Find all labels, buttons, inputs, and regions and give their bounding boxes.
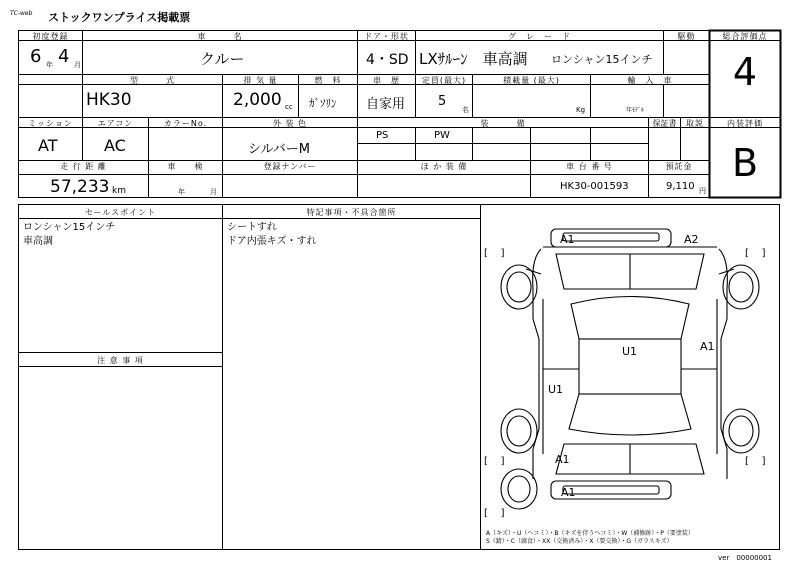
deposit: 9,110 (666, 181, 695, 192)
label-fuel: 燃 料 (314, 76, 342, 85)
label-plate: 登録ナンバー (263, 162, 317, 171)
sales-point-list (23, 221, 115, 249)
exterior-color: シルバーM (248, 142, 310, 157)
damage-legend (486, 530, 694, 546)
label-exterior-color: 外 装 色 (272, 119, 308, 128)
bracket-right-top: [ ] (745, 248, 766, 259)
capacity-unit: 名 (462, 106, 469, 114)
car-name: クルー (200, 50, 245, 68)
label-car-name: 車 名 (197, 32, 243, 41)
mission: AT (38, 136, 58, 155)
label-aircon: エアコン (97, 119, 134, 128)
list-item: 車高調 (23, 236, 53, 247)
mark-roof: U1 (622, 345, 638, 358)
label-displacement: 排 気 量 (243, 76, 278, 85)
car-damage-diagram (481, 219, 779, 529)
equip-ps: PS (376, 130, 389, 141)
fuel: ｶﾞｿﾘﾝ (309, 97, 337, 110)
bracket-right-bottom: [ ] (745, 456, 766, 467)
displacement: 2,000 (233, 90, 282, 110)
label-first-reg: 初度登録 (32, 32, 69, 41)
label-drive: 駆動 (677, 32, 696, 41)
special-notes-list (227, 221, 317, 249)
label-doors-shape: ドア・形状 (364, 32, 409, 41)
label-sales-point: セールスポイント (84, 208, 157, 217)
displacement-unit: cc (285, 103, 293, 111)
chassis-no: HK30-001593 (560, 181, 629, 192)
mark-front-right: A2 (684, 233, 699, 246)
grade-main: LXｻﾙｰﾝ 車高調 (419, 50, 528, 68)
mark-rear-left: A1 (555, 453, 570, 466)
label-load: 積載量 (最大) (503, 76, 560, 85)
bracket-left-bottom: [ ] (484, 456, 505, 467)
interior-score: B (731, 141, 759, 185)
logo-text: TC-web (10, 10, 33, 17)
label-equipment: 装 備 (480, 119, 526, 128)
label-other-equip: ほ か 装 備 (420, 162, 468, 171)
capacity: 5 (438, 94, 447, 109)
bracket-spare: [ ] (484, 508, 505, 519)
usage: 自家用 (366, 97, 406, 112)
label-mission: ミッション (28, 119, 73, 128)
mileage: 57,233 (50, 177, 110, 197)
page-title: ストックワンプライス掲載票 (48, 11, 191, 24)
load-unit: Kg (576, 106, 586, 114)
label-inspection: 車 検 (167, 162, 204, 171)
label-model: 型 式 (130, 76, 175, 85)
label-overall-score: 総合評価点 (722, 32, 768, 41)
mark-right-side: A1 (700, 340, 715, 353)
legend-line-2: S（錆）・C（腐食）・XX（交換済み）・X（要交換）・G（ガラスキズ） (486, 538, 673, 545)
doors-shape: 4・SD (366, 52, 409, 68)
label-manual: 取説 (686, 119, 704, 128)
label-caution: 注 意 事 項 (97, 356, 144, 365)
label-mileage: 走 行 距 離 (60, 162, 107, 171)
label-import: 輸 入 車 (627, 76, 673, 85)
first-reg-year-unit: 年 (46, 61, 53, 69)
import-model-unit: 年ﾓﾃﾞﾙ (626, 107, 645, 114)
inspection-month-unit: 月 (210, 188, 217, 196)
label-usage: 車 歴 (373, 76, 400, 85)
equip-pw: PW (434, 130, 450, 141)
inspection-year-unit: 年 (178, 188, 185, 196)
version-label: ver 00000001 (718, 554, 772, 562)
first-reg-month-unit: 月 (74, 61, 81, 69)
grade-sub: ロンシャン15インチ (551, 53, 653, 66)
mark-left-side: U1 (548, 383, 564, 396)
label-grade: グ レ ー ド (508, 32, 571, 41)
model: HK30 (86, 90, 132, 110)
mark-front-left: A1 (560, 233, 575, 246)
list-item: ロンシャン15インチ (23, 222, 116, 233)
mileage-unit: km (112, 186, 126, 196)
aircon: AC (104, 136, 126, 155)
label-interior-score: 内装評価 (727, 119, 763, 128)
label-deposit: 預託金 (665, 162, 693, 171)
label-warranty: 保証書 (652, 119, 677, 128)
bracket-left-top: [ ] (484, 248, 505, 259)
overall-score: 4 (732, 50, 758, 94)
mark-rear-bumper: A1 (561, 486, 576, 499)
first-reg-year: 6 (30, 46, 42, 67)
list-item: ドア内張キズ・すれ (227, 236, 317, 247)
first-reg-month: 4 (58, 46, 70, 67)
deposit-unit: 円 (699, 187, 706, 195)
list-item: シートすれ (227, 222, 277, 233)
label-chassis-no: 車 台 番 号 (566, 162, 613, 171)
label-color-no: カラーNo. (163, 119, 208, 128)
legend-line-1: A（キズ）・U（ヘコミ）・B（キズを伴うヘコミ）・W（補修跡）・P（要塗装） (486, 530, 694, 537)
label-special-notes: 特記事項・不具合箇所 (306, 208, 397, 217)
label-capacity: 定員(最大) (421, 76, 467, 85)
